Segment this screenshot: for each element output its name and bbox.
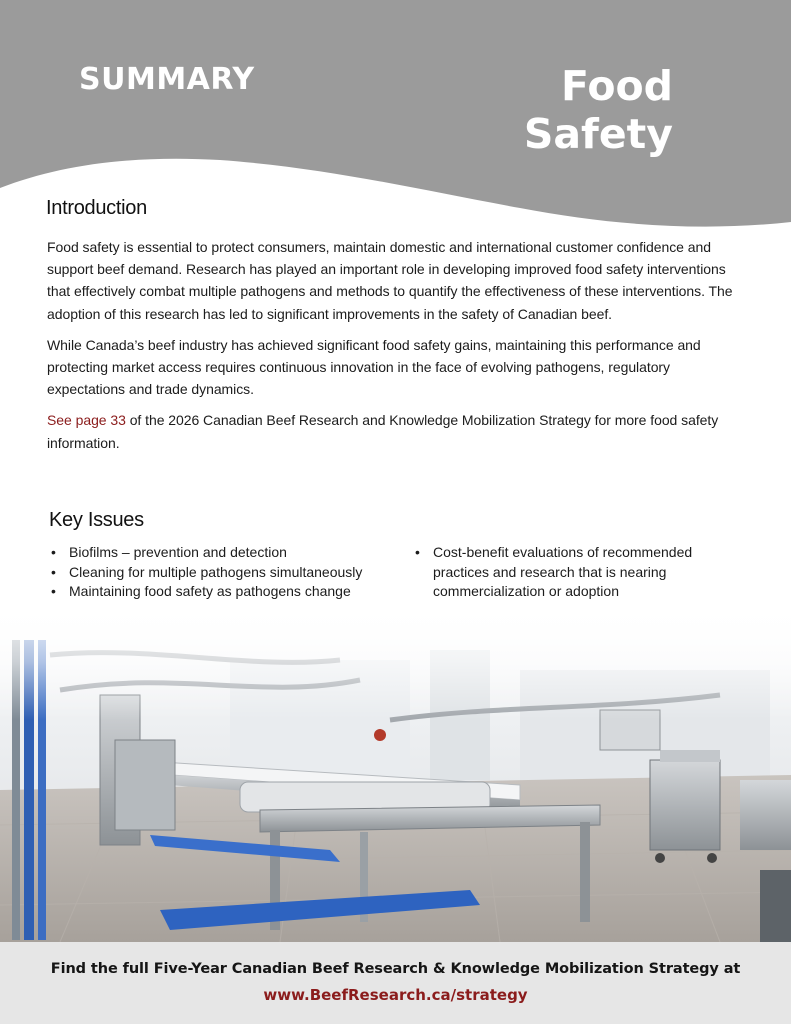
page-title-line1: Food bbox=[560, 62, 673, 110]
key-issues-heading: Key Issues bbox=[49, 509, 144, 531]
introduction-body bbox=[47, 236, 747, 463]
see-page-link[interactable]: See page 33 bbox=[47, 412, 126, 429]
footer bbox=[0, 942, 791, 1024]
page-title-line2: Safety bbox=[523, 110, 673, 158]
reference-text: of the 2026 Canadian Beef Research and Knowledge Mobilization Strategy for more food safety information. bbox=[47, 412, 719, 451]
list-item: • Maintaining food safety as pathogens change bbox=[49, 582, 409, 602]
intro-reference bbox=[47, 409, 747, 453]
list-item: • Cost-benefit evaluations of recommended practices and research that is nearing commercialization or adoption bbox=[413, 543, 713, 602]
key-issues-right-column bbox=[413, 543, 713, 602]
intro-paragraph-1: Food safety is essential to protect consumers, maintain domestic and international customer confidence and support beef demand. Research has played an important role in developing improved food safety interventions that effectively combat multiple pathogens and methods to quantify the effectiveness of these interventions. The adoption of this research has led to significant improvements in the safety of Canadian beef. bbox=[47, 239, 733, 322]
intro-paragraph-2: While Canada’s beef industry has achieved significant food safety gains, maintaining this performance and protecting market access requires continuous innovation in the face of evolving pathogens, regulatory expectations and trade dynamics. bbox=[47, 336, 701, 398]
footer-text: Find the full Five-Year Canadian Beef Research & Knowledge Mobilization Strategy at bbox=[50, 961, 741, 977]
list-item: • Biofilms – prevention and detection bbox=[49, 543, 409, 563]
page-title bbox=[433, 62, 673, 158]
list-item: • Cleaning for multiple pathogens simultaneously bbox=[49, 563, 409, 583]
introduction-heading: Introduction bbox=[46, 197, 147, 219]
summary-label: SUMMARY bbox=[79, 62, 255, 97]
footer-url-link[interactable]: www.BeefResearch.ca/strategy bbox=[263, 986, 528, 1004]
food-processing-facility-photo bbox=[0, 600, 791, 942]
